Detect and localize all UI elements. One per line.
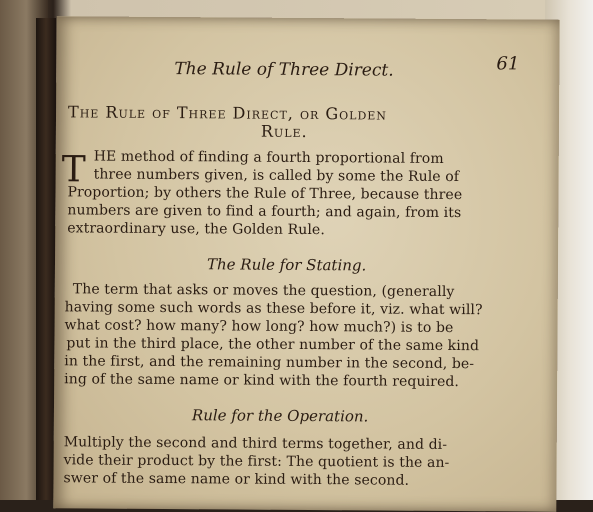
chapter-title-line-2: Rule. bbox=[260, 121, 308, 142]
running-head: The Rule of Three Direct. bbox=[174, 59, 394, 81]
operation-line: swer of the same name or kind with the second. bbox=[63, 470, 410, 489]
intro-line: Proportion; by others the Rule of Three, because three bbox=[67, 184, 463, 204]
stating-line: ing of the same name or kind with the fourth required. bbox=[64, 371, 460, 391]
subheading-stating: The Rule for Stating. bbox=[206, 255, 367, 275]
intro-line: three numbers given, is called by some the Rule of bbox=[93, 166, 460, 186]
chapter-title-line-1: The Rule of Three Direct, or Golden bbox=[67, 102, 388, 124]
intro-line: HE method of finding a fourth proportional from bbox=[93, 148, 444, 167]
operation-line: vide their product by the first: The quotient is the an- bbox=[63, 452, 450, 472]
subheading-operation: Rule for the Operation. bbox=[191, 406, 369, 426]
stating-line: what cost? how many? how long? how much?) is to be bbox=[64, 317, 454, 337]
stating-line: The term that asks or moves the question, (generally bbox=[72, 281, 455, 301]
intro-line: extraordinary use, the Golden Rule. bbox=[67, 220, 325, 239]
page-number: 61 bbox=[496, 53, 520, 75]
operation-line: Multiply the second and third terms together, and di- bbox=[63, 434, 448, 453]
stating-line: in the first, and the remaining number in the second, be- bbox=[64, 353, 475, 373]
book-page bbox=[53, 16, 559, 511]
drop-cap: T bbox=[61, 149, 86, 191]
intro-line: numbers are given to find a fourth; and again, from its bbox=[67, 202, 462, 222]
stating-line: having some such words as these before it, viz. what will? bbox=[64, 299, 483, 319]
stating-line: put in the third place, the other number of the same kind bbox=[66, 335, 480, 355]
